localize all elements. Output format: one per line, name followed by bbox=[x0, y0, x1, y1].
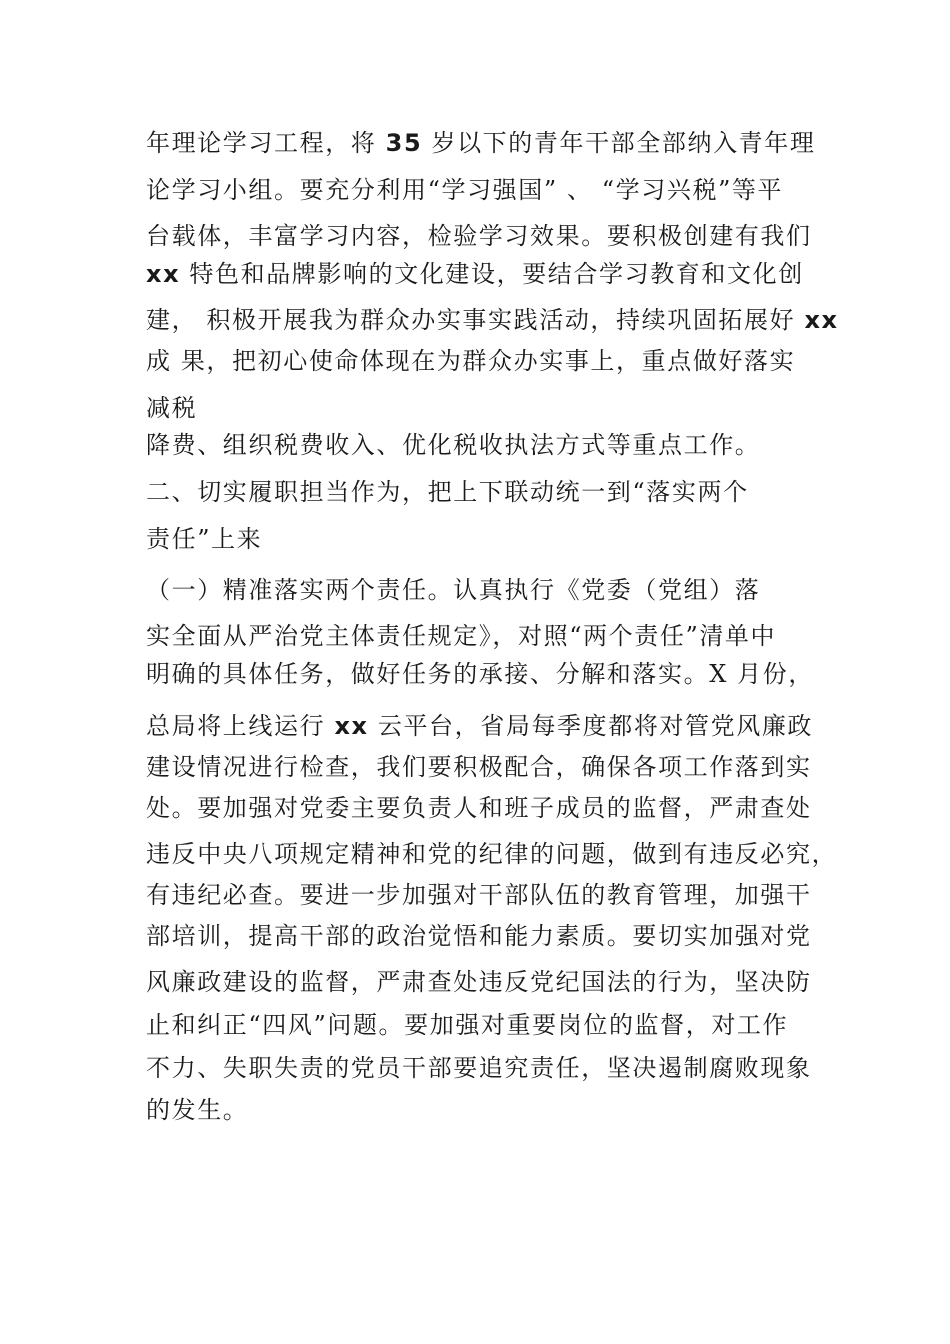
text-line-2: 论学习小组。要充分利用“学习强国” 、 “学习兴税”等平 bbox=[146, 176, 784, 204]
text-line-16: 处。要加强对党委主要负责人和班子成员的监督，严肃查处 bbox=[146, 794, 812, 822]
text-line-15: 建设情况进行检查，我们要积极配合，确保各项工作落到实 bbox=[146, 753, 812, 781]
text-line-5: 建， 积极开展我为群众办实事实践活动，持续巩固拓展好 xx bbox=[146, 306, 839, 334]
section-heading-2-cont: 责任”上来 bbox=[146, 525, 263, 553]
subsection-heading-1: （一）精准落实两个责任。认真执行《党委（党组）落 bbox=[146, 576, 761, 604]
text-line-14: 总局将上线运行 xx 云平台，省局每季度都将对管党风廉政 bbox=[146, 712, 814, 740]
text-line-21: 止和纠正“四风”问题。要加强对重要岗位的监督，对工作 bbox=[146, 1011, 789, 1039]
text-line-12: 实全面从严治党主体责任规定》，对照“两个责任”清单中 bbox=[146, 622, 777, 650]
text-line-13: 明确的具体任务，做好任务的承接、分解和落实。X 月份， bbox=[146, 660, 814, 688]
text-line-3: 台载体，丰富学习内容，检验学习效果。要积极创建有我们 bbox=[146, 222, 812, 250]
text-line-1: 年理论学习工程，将 35 岁以下的青年干部全部纳入青年理 bbox=[146, 129, 816, 157]
text-line-17: 违反中央八项规定精神和党的纪律的问题，做到有违反必究， bbox=[146, 840, 838, 868]
text-line-4: xx 特色和品牌影响的文化建设，要结合学习教育和文化创 bbox=[146, 260, 804, 288]
text-line-22: 不力、失职失责的党员干部要追究责任，坚决遏制腐败现象 bbox=[146, 1054, 812, 1082]
text-line-19: 部培训，提高干部的政治觉悟和能力素质。要切实加强对党 bbox=[146, 922, 812, 950]
section-heading-2: 二、切实履职担当作为，把上下联动统一到“落实两个 bbox=[146, 478, 749, 506]
text-line-6: 成 果，把初心使命体现在为群众办实事上，重点做好落实 bbox=[146, 347, 796, 375]
text-line-18: 有违纪必查。要进一步加强对干部队伍的教育管理，加强干 bbox=[146, 881, 812, 909]
text-line-8: 降费、组织税费收入、优化税收执法方式等重点工作。 bbox=[146, 431, 761, 459]
text-line-7: 减税 bbox=[146, 394, 198, 422]
text-line-20: 风廉政建设的监督，严肃查处违反党纪国法的行为，坚决防 bbox=[146, 968, 812, 996]
text-line-23: 的发生。 bbox=[146, 1096, 249, 1124]
